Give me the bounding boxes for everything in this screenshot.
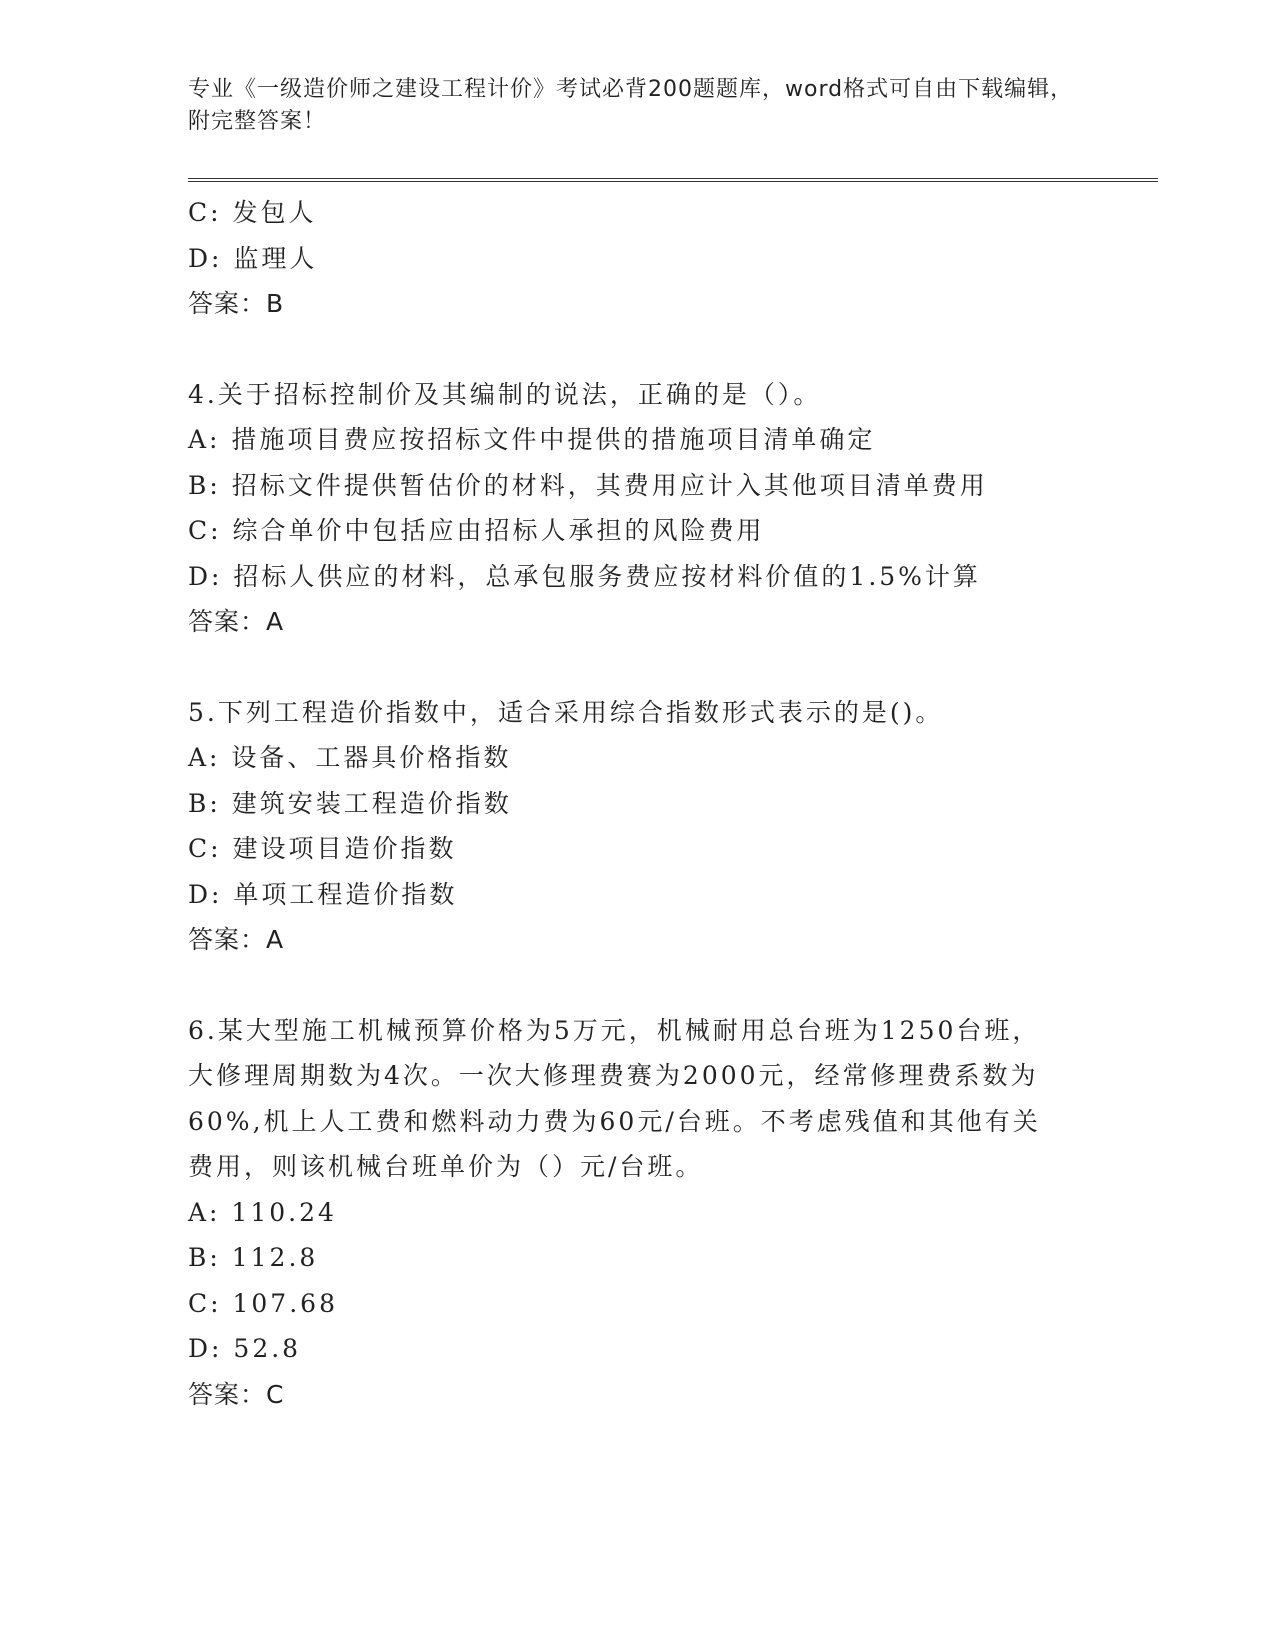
header-divider [188, 178, 1158, 182]
option-a: A: 110.24 [188, 1197, 337, 1227]
spacer [188, 645, 1088, 690]
option-d: D: 52.8 [188, 1334, 302, 1363]
question-stem: 6.某大型施工机械预算价格为5万元，机械耐用总台班为1250台班，大修理周期数为4次。一次大修理费赛为2000元，经常修理费系数为60%,机上人工费和燃料动力费为60元/台班。不考虑残值和其他有关费用，则该机械台班单价为（）元/台班。 [188, 1015, 1041, 1181]
answer: 答案：A [188, 925, 285, 954]
option-d: D: 招标人供应的材料，总承包服务费应按材料价值的1.5%计算 [188, 561, 981, 591]
option-a: A: 设备、工器具价格指数 [188, 743, 512, 772]
question-5 [188, 690, 1088, 963]
option-c: C: 发包人 [188, 198, 317, 227]
option-b: B: 112.8 [188, 1243, 319, 1272]
question-stem: 5.下列工程造价指数中，适合采用综合指数形式表示的是()。 [188, 697, 944, 727]
spacer [188, 963, 1088, 1008]
question-4 [188, 372, 1088, 645]
answer: 答案：B [188, 289, 285, 318]
option-a: A: 措施项目费应按招标文件中提供的措施项目清单确定 [188, 425, 876, 454]
answer: 答案：A [188, 607, 285, 636]
option-d: D: 单项工程造价指数 [188, 879, 458, 909]
document-body [188, 190, 1088, 1417]
question-6 [188, 1008, 1088, 1418]
option-c: C: 建设项目造价指数 [188, 834, 457, 863]
question-stem: 4.关于招标控制价及其编制的说法，正确的是（）。 [188, 379, 822, 409]
option-b: B: 建筑安装工程造价指数 [188, 788, 512, 818]
question-3-fragment [188, 190, 1088, 327]
answer: 答案：C [188, 1379, 285, 1409]
document-header: 专业《一级造价师之建设工程计价》考试必背200题题库，word格式可自由下载编辑，附完整答案！ [188, 77, 1074, 134]
option-b: B: 招标文件提供暂估价的材料，其费用应计入其他项目清单费用 [188, 470, 988, 500]
option-d: D: 监理人 [188, 243, 318, 273]
option-c: C: 107.68 [188, 1288, 338, 1318]
spacer [188, 327, 1088, 372]
option-c: C: 综合单价中包括应由招标人承担的风险费用 [188, 516, 765, 545]
